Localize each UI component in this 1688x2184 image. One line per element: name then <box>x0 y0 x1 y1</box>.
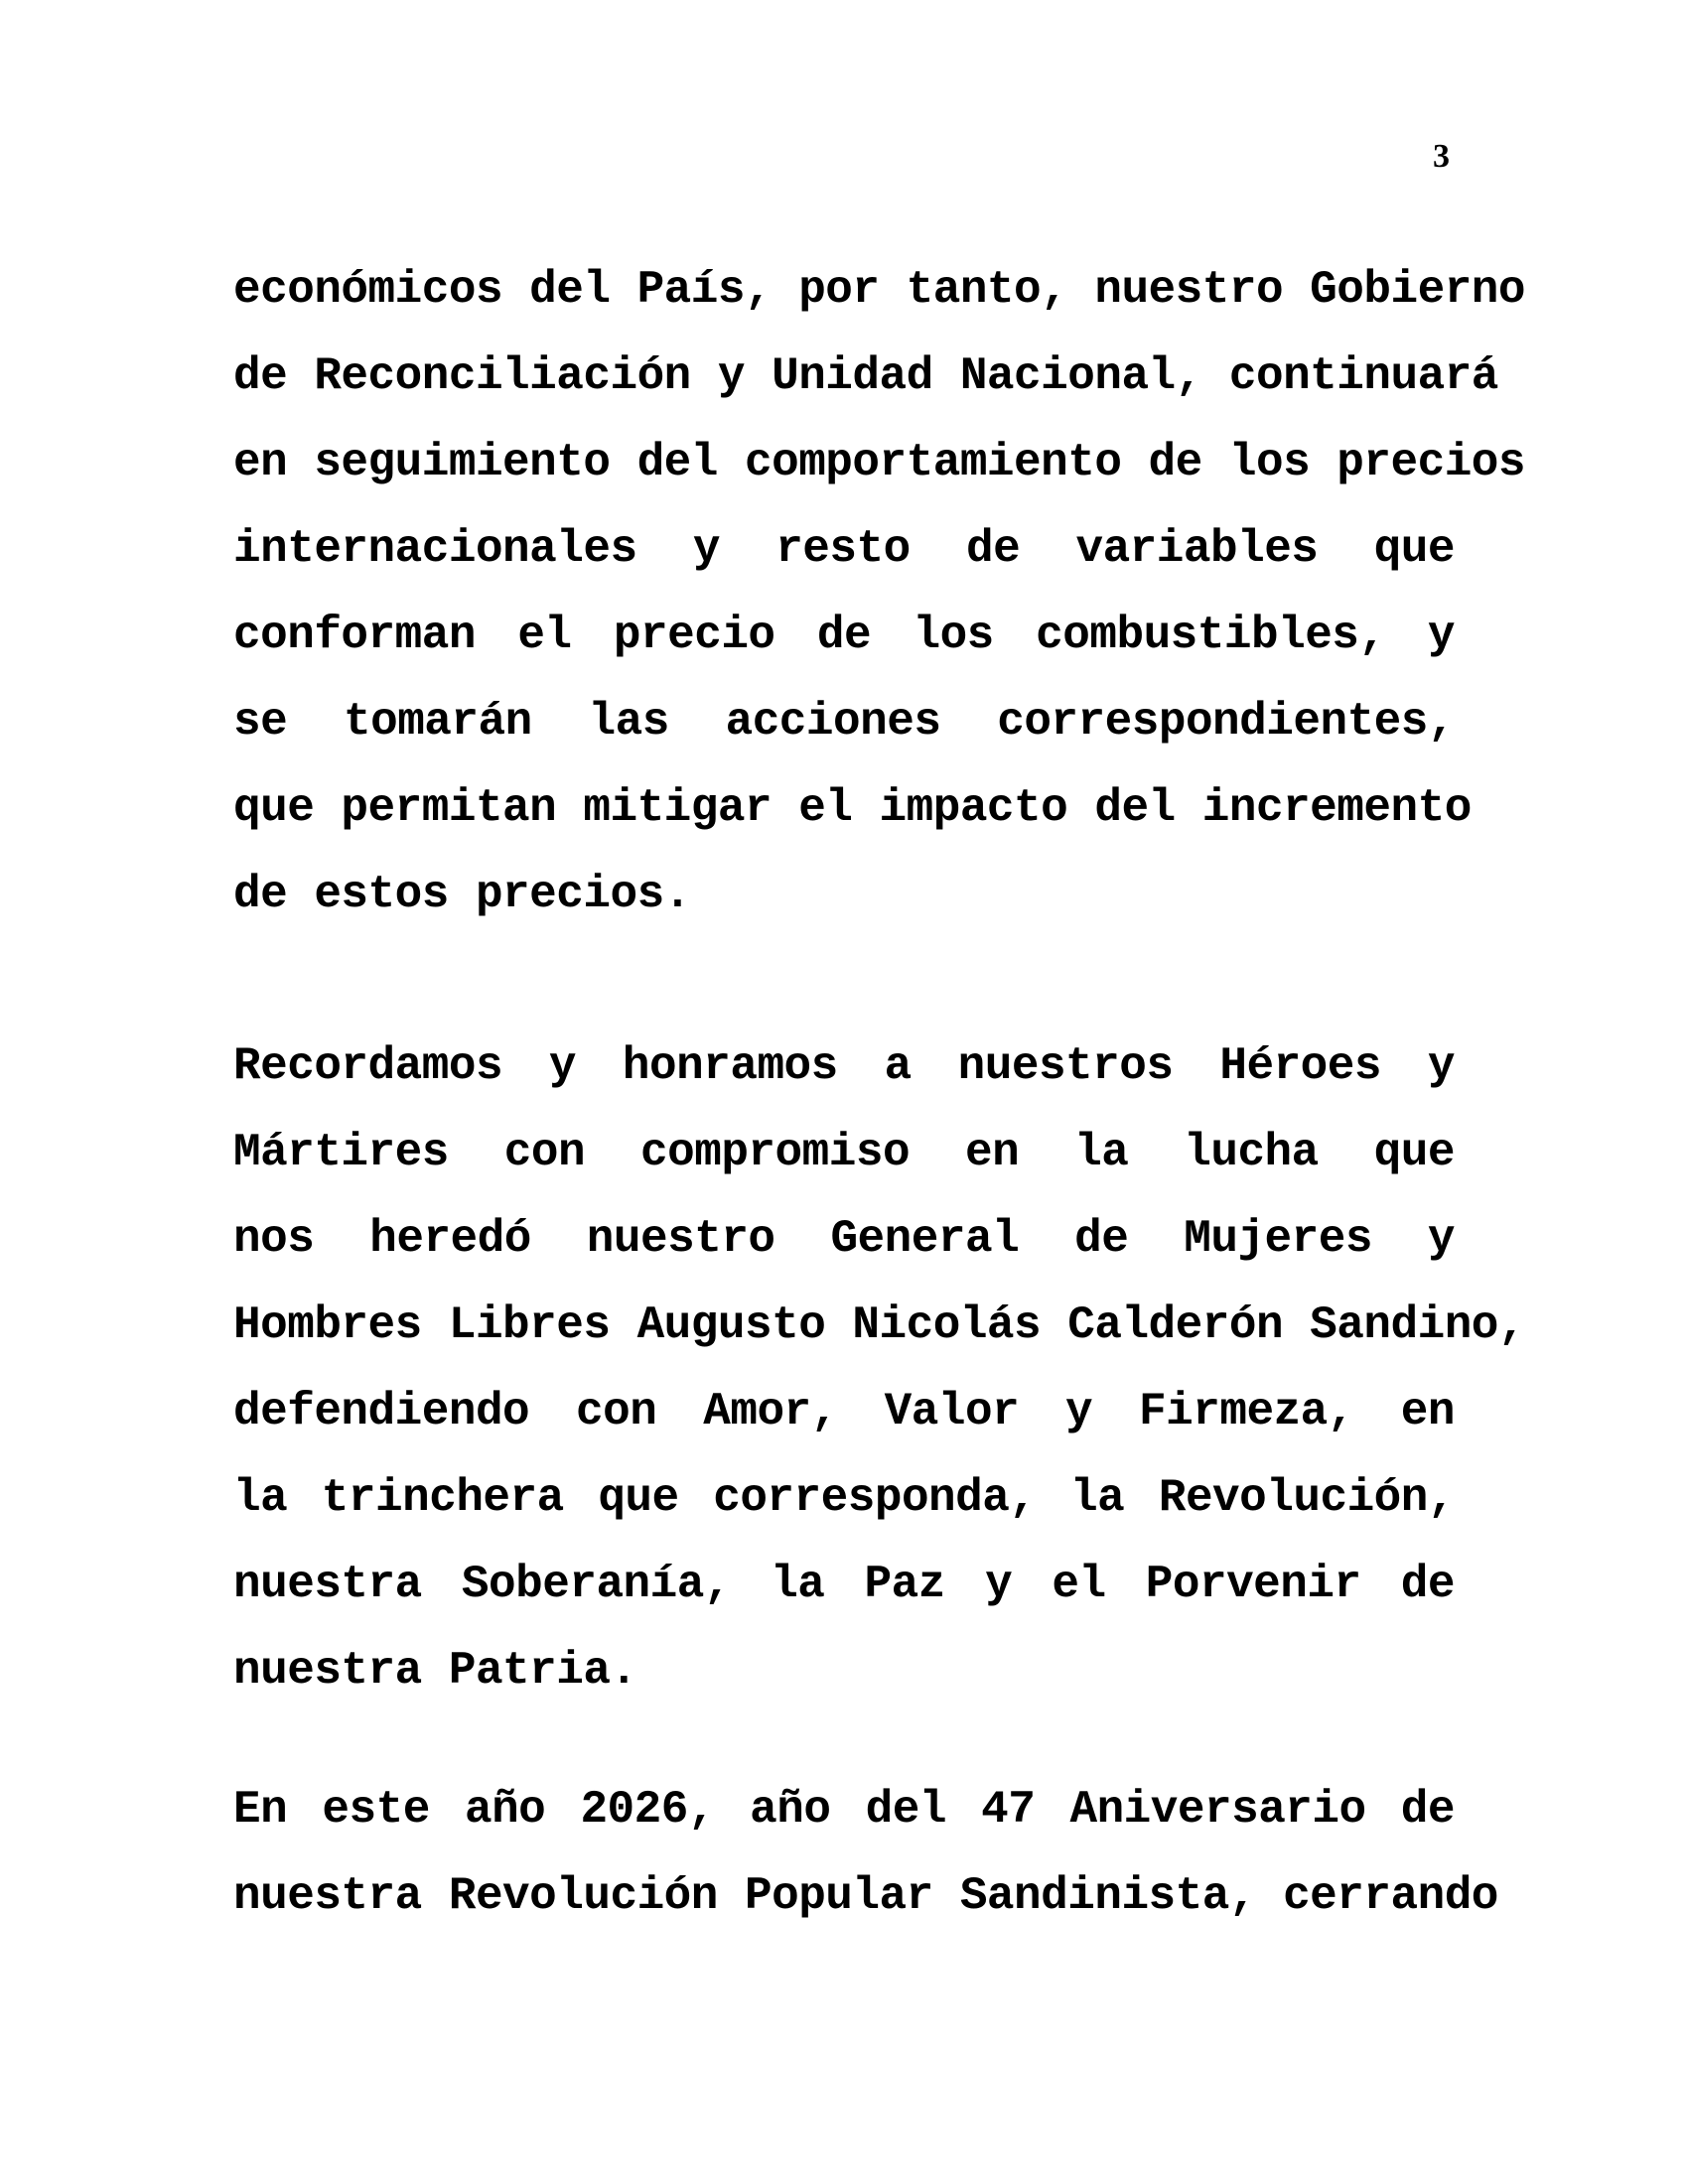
paragraph-1-line-1: económicos del País, por tanto, nuestro Gobierno <box>233 264 1526 316</box>
paragraph-3-line-2: nuestra Revolución Popular Sandinista, cerrando <box>233 1870 1498 1922</box>
paragraph-2-line-5: defendiendo con Amor, Valor y Firmeza, en <box>233 1386 1455 1437</box>
paragraph-1-line-7: que permitan mitigar el impacto del incremento <box>233 782 1472 834</box>
paragraph-1-line-4: internacionales y resto de variables que <box>233 523 1455 575</box>
paragraph-2-line-2: Mártires con compromiso en la lucha que <box>233 1127 1455 1178</box>
paragraph-1-line-3: en seguimiento del comportamiento de los precios <box>233 437 1526 488</box>
paragraph-2-line-1: Recordamos y honramos a nuestros Héroes y <box>233 1040 1455 1092</box>
paragraph-1-line-2: de Reconciliación y Unidad Nacional, continuará <box>233 350 1498 402</box>
paragraph-3-line-1: En este año 2026, año del 47 Aniversario de <box>233 1784 1455 1836</box>
paragraph-2-line-3: nos heredó nuestro General de Mujeres y <box>233 1213 1455 1265</box>
page-number: 3 <box>1433 138 1450 175</box>
paragraph-2-line-7: nuestra Soberanía, la Paz y el Porvenir de <box>233 1559 1455 1610</box>
paragraph-2-line-8: nuestra Patria. <box>233 1645 637 1697</box>
paragraph-1-line-6: se tomarán las acciones correspondientes, <box>233 696 1455 748</box>
paragraph-1-line-8: de estos precios. <box>233 869 691 920</box>
paragraph-2-line-4: Hombres Libres Augusto Nicolás Calderón Sandino, <box>233 1299 1526 1351</box>
paragraph-2-line-6: la trinchera que corresponda, la Revolución, <box>233 1472 1455 1524</box>
paragraph-1-line-5: conforman el precio de los combustibles, y <box>233 610 1455 661</box>
